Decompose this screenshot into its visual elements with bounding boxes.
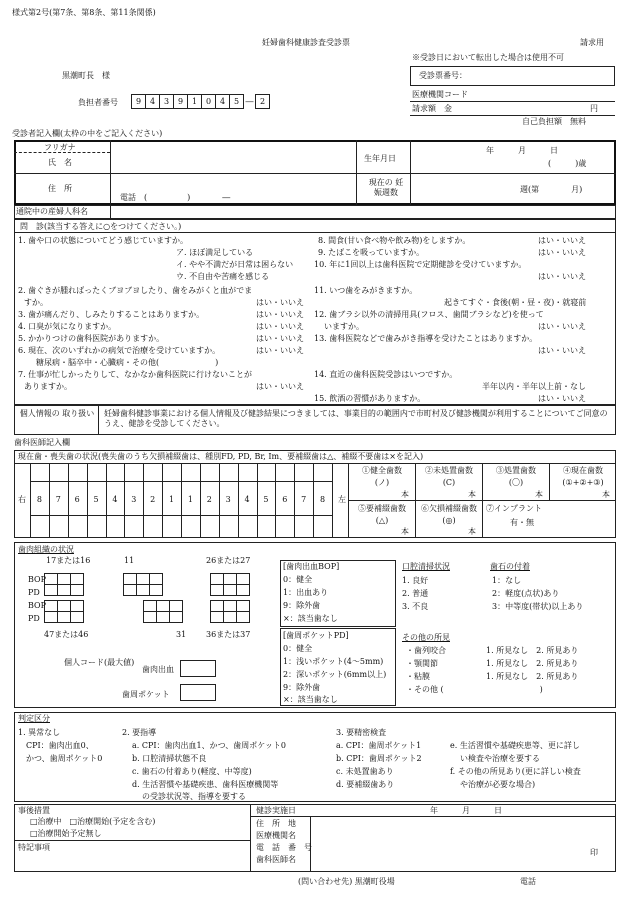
bop-legend-item: ×：該当歯なし xyxy=(283,614,338,623)
yesno-12[interactable]: はい・いいえ xyxy=(538,322,586,331)
question-13: 13. 歯科医院などで歯みがき指導を受けたことはありますか。 xyxy=(314,334,538,343)
cleaning-option[interactable]: 3. 不良 xyxy=(402,602,429,611)
pd-legend-item: 1：浅いポケット(4～5mm) xyxy=(283,657,384,666)
left-label: 左 xyxy=(338,495,346,504)
mucosa-label: ・粘膜 xyxy=(406,672,430,681)
ticket-label: 受診票番号： xyxy=(419,71,467,80)
healthy-teeth-symbol: (ノ) xyxy=(374,478,390,487)
digit: 2 xyxy=(255,94,270,109)
burden-number xyxy=(131,94,269,109)
gum-bleed-field[interactable] xyxy=(180,660,216,677)
pd-legend-title: [歯周ポケットPD] xyxy=(283,631,349,640)
question-11: 11. いつ歯をみがきますか。 xyxy=(314,286,418,295)
mucosa-answer[interactable]: 1. 所見なし 2. 所見あり xyxy=(486,672,579,681)
question-15: 15. 飲酒の習慣がありますか。 xyxy=(314,394,426,403)
tooth-number: 6 xyxy=(74,495,80,504)
yesno-8[interactable]: はい・いいえ xyxy=(538,236,586,245)
treated-teeth-count: ③処置歯数 xyxy=(496,466,536,475)
digit: 9 xyxy=(131,94,146,109)
clinic-code-label: 医療機関コード xyxy=(412,90,468,99)
tooth-number: 1 xyxy=(187,495,193,504)
age-field[interactable]: ( )歳 xyxy=(548,159,587,168)
birth-date-field[interactable]: 年 月 日 xyxy=(486,146,558,155)
tooth-number: 8 xyxy=(320,495,326,504)
tooth-26-27: 26または27 xyxy=(206,556,251,565)
dentist-name-label: 歯科医師名 xyxy=(256,855,296,864)
clinic-phone-label: 電 話 番 号 xyxy=(256,843,312,852)
exam-date-label: 健診実施日 xyxy=(256,806,296,815)
dentist-section-title: 歯科医師記入欄 xyxy=(14,438,70,447)
unit: 本 xyxy=(468,490,476,499)
question-6: 6. 現在、次のいずれかの病気で治療を受けていますか。 xyxy=(18,346,221,355)
burden-label: 負担者番号 xyxy=(78,98,118,107)
contact-info: (問い合わせ先) 黒潮町役場 xyxy=(298,877,395,886)
personal-code-label: 個人コード(最大値) xyxy=(64,658,135,667)
unit: 本 xyxy=(401,527,409,536)
judge-detailed-b[interactable]: b. CPI：歯周ポケット2 xyxy=(336,754,422,763)
answer-option[interactable]: ア. ほぼ満足している xyxy=(176,248,254,257)
question-4: 4. 口臭が気になりますか。 xyxy=(18,322,117,331)
weeks-field[interactable]: 週(第 月) xyxy=(520,185,583,194)
other-label[interactable]: ・その他 ( ) xyxy=(406,685,543,694)
yesno-15[interactable]: はい・いいえ xyxy=(538,394,586,403)
gum-grid-upper-center[interactable] xyxy=(123,573,163,596)
implant-yes-no[interactable]: 有・無 xyxy=(510,518,534,527)
unit: 本 xyxy=(602,490,610,499)
furigana-label: フリガナ xyxy=(44,143,76,152)
yesno-2[interactable]: はい・いいえ xyxy=(256,298,304,307)
cleaning-title: 口腔清掃状況 xyxy=(402,562,450,571)
judge-detailed-a[interactable]: a. CPI：歯周ポケット1 xyxy=(336,741,422,750)
digit: 3 xyxy=(159,94,174,109)
special-notes-label: 特記事項 xyxy=(18,843,50,852)
pd-legend-item: 0：健全 xyxy=(283,644,313,653)
question-7: 7. 仕事が忙しかったりして、なかなか歯科医院に行けないことが xyxy=(18,370,253,379)
bop-row: BOP xyxy=(28,601,46,610)
tooth-number: 4 xyxy=(244,495,250,504)
patient-section-title: 受診者記入欄(太枠の中をご記入ください) xyxy=(12,129,163,138)
prosthesis-needed-symbol: (△) xyxy=(375,516,389,525)
footer-box xyxy=(14,804,616,872)
gum-grid-upper-left[interactable] xyxy=(210,573,250,596)
tooth-number: 7 xyxy=(55,495,61,504)
birth-label: 生年月日 xyxy=(364,154,396,163)
pd-legend-item: ×：該当歯なし xyxy=(283,695,338,704)
yesno-4[interactable]: はい・いいえ xyxy=(256,322,304,331)
judge-normal[interactable]: 1. 異常なし xyxy=(18,728,61,737)
judge-guidance-a[interactable]: a. CPI：歯肉出血1、かつ、歯周ポケット0 xyxy=(132,741,286,750)
judge-guidance-d[interactable]: d. 生活習慣や基礎疾患、歯科医療機関等 xyxy=(132,780,279,789)
right-label: 右 xyxy=(18,495,26,504)
missing-prosthesis-symbol: (◎) xyxy=(442,516,456,525)
name-field[interactable] xyxy=(112,143,352,171)
tmj-label: ・顎関節 xyxy=(406,659,438,668)
present-teeth-count: ④現在歯数 xyxy=(563,466,603,475)
untreated-teeth-symbol: (C) xyxy=(442,478,456,487)
ticket-number-box[interactable] xyxy=(410,66,615,86)
form-title: 妊婦歯科健康診査受診票 xyxy=(262,38,350,47)
pocket-label: 歯周ポケット xyxy=(122,690,170,699)
unit: 本 xyxy=(401,490,409,499)
pd-legend-item: 2：深いポケット(6mm以上) xyxy=(283,670,387,679)
unit: 本 xyxy=(468,527,476,536)
bop-legend-item: 0：健全 xyxy=(283,575,313,584)
digit: 1 xyxy=(187,94,202,109)
tmj-answer[interactable]: 1. 所見なし 2. 所見あり xyxy=(486,659,579,668)
question-2: 2. 歯ぐきが腫ればったくブヨブヨしたり、歯をみがくと血がでま xyxy=(18,286,253,295)
judgement-title: 判定区分 xyxy=(18,714,50,723)
unit: 本 xyxy=(535,490,543,499)
bop-row: BOP xyxy=(28,575,46,584)
digit: ― xyxy=(245,97,254,106)
tooth-number: 7 xyxy=(301,495,307,504)
contact-phone-label: 電話 xyxy=(520,877,536,886)
occlusion-label: ・歯列咬合 xyxy=(406,646,446,655)
no-treatment-checkbox[interactable]: □治療開始予定無し xyxy=(30,829,102,838)
tooth-number: 6 xyxy=(282,495,288,504)
question-12-cont: いますか。 xyxy=(324,322,364,331)
judge-detailed-d[interactable]: d. 要補綴歯あり xyxy=(336,780,395,789)
judge-guidance[interactable]: 2. 要指導 xyxy=(122,728,157,737)
judge-guidance-c[interactable]: c. 歯石の付着あり(軽度、中等度) xyxy=(132,767,252,776)
privacy-label: 個人情報の 取り扱い xyxy=(19,409,95,418)
tooth-number: 4 xyxy=(112,495,118,504)
clinic-row xyxy=(14,205,616,219)
question-6-options[interactable]: 糖尿病・脳卒中・心臓病・その他( ) xyxy=(36,358,219,367)
yesno-3[interactable]: はい・いいえ xyxy=(256,310,304,319)
tooth-36-37: 36または37 xyxy=(206,630,251,639)
phone-field[interactable]: 電話 ( ) ― xyxy=(120,193,231,202)
treatment-checkbox[interactable]: □治療中 □治療開始(予定を含む) xyxy=(30,817,156,826)
tooth-number: 3 xyxy=(131,495,137,504)
question-8: 8. 間食(甘い食べ物や飲み物)をしますか。 xyxy=(318,236,471,245)
untreated-teeth-count: ②未処置歯数 xyxy=(425,466,473,475)
form-number: 様式第2号(第7条、第8条、第11条関係) xyxy=(12,8,156,17)
gum-title: 歯肉組織の状況 xyxy=(18,545,74,554)
digit: 5 xyxy=(229,94,244,109)
pd-row: PD xyxy=(28,588,40,597)
name-label: 氏 名 xyxy=(48,158,72,167)
gum-bleed-label: 歯肉出血 xyxy=(142,665,174,674)
digit: 0 xyxy=(201,94,216,109)
exam-date-field[interactable]: 年 月 日 xyxy=(430,806,502,815)
implant-label: ⑦インプラント xyxy=(486,504,542,513)
bop-legend-item: 1：出血あり xyxy=(283,588,329,597)
tooth-17-16: 17または16 xyxy=(46,556,91,565)
question-9: 9. たばこを吸っていますか。 xyxy=(318,248,425,257)
mayor-address: 黒潮町長 様 xyxy=(62,71,110,80)
clinic-label: 通院中の産婦人科名 xyxy=(16,207,88,216)
missing-prosthesis-count: ⑥欠損補綴歯数 xyxy=(421,504,477,513)
claim-label: 請求額 金 xyxy=(412,104,452,113)
judge-detailed-e-cont: い検査や治療を要する xyxy=(460,754,540,763)
present-teeth-formula: (①+②+③) xyxy=(562,478,604,487)
judge-guidance-b[interactable]: b. 口腔清掃状態不良 xyxy=(132,754,207,763)
request-label: 請求用 xyxy=(580,38,604,47)
yesno-9[interactable]: はい・いいえ xyxy=(538,248,586,257)
cleaning-option[interactable]: 1. 良好 xyxy=(402,576,429,585)
question-14-options[interactable]: 半年以内・半年以上前・なし xyxy=(482,382,586,391)
judge-detailed-e[interactable]: e. 生活習慣や基礎疾患等、更に詳し xyxy=(450,741,580,750)
tooth-11: 11 xyxy=(124,556,135,565)
gum-grid-lower-left[interactable] xyxy=(210,600,250,623)
bop-legend-item: 9：除外歯 xyxy=(283,601,321,610)
digit: 4 xyxy=(145,94,160,109)
question-11-options[interactable]: 起きてすぐ・食後(朝・昼・夜)・就寝前 xyxy=(444,298,587,307)
transfer-note: ※受診日において転出した場合は使用不可 xyxy=(412,53,564,62)
after-measure-title: 事後措置 xyxy=(18,806,50,815)
cleaning-option[interactable]: 2. 普通 xyxy=(402,589,429,598)
calculus-option[interactable]: 2：軽度(点状)あり xyxy=(492,589,560,598)
question-1: 1. 歯や口の状態についてどう感じていますか。 xyxy=(18,236,189,245)
privacy-text: 妊婦歯科健診事業における個人情報及び健診結果につきましては、事業目的の範囲内で市町村及び健診機関が利用することについてご同意のうえ、健診を受診してください。 xyxy=(104,409,608,428)
treated-teeth-symbol: (〇) xyxy=(508,478,524,487)
tooth-number: 3 xyxy=(225,495,231,504)
question-3: 3. 歯が痛んだり、しみたりすることはありますか。 xyxy=(18,310,205,319)
judge-normal-desc: かつ、歯周ポケット0 xyxy=(26,754,103,763)
weeks-label: 現在の 妊娠週数 xyxy=(368,178,404,197)
answer-option[interactable]: ウ. 不自由や苦痛を感じる xyxy=(176,272,270,281)
pd-legend-item: 9：除外歯 xyxy=(283,683,321,692)
occlusion-answer[interactable]: 1. 所見なし 2. 所見あり xyxy=(486,646,579,655)
question-5: 5. かかりつけの歯科医院がありますか。 xyxy=(18,334,165,343)
yesno-5[interactable]: はい・いいえ xyxy=(256,334,304,343)
calculus-title: 歯石の付着 xyxy=(490,562,530,571)
yesno-6[interactable]: はい・いいえ xyxy=(256,346,304,355)
questionnaire-intro: 問 診(該当する答えに○をつけてください。) xyxy=(20,222,182,231)
tooth-number: 5 xyxy=(263,495,269,504)
tooth-number: 2 xyxy=(150,495,156,504)
yesno-13[interactable]: はい・いいえ xyxy=(538,346,586,355)
digit: 4 xyxy=(215,94,230,109)
judge-detailed[interactable]: 3. 要精密検査 xyxy=(336,728,387,737)
judge-normal-desc: CPI：歯肉出血0、 xyxy=(26,741,94,750)
self-pay: 自己負担額 無料 xyxy=(522,117,586,126)
pd-row: PD xyxy=(28,614,40,623)
pocket-field[interactable] xyxy=(180,684,216,701)
question-14: 14. 直近の歯科医院受診はいつですか。 xyxy=(314,370,458,379)
judge-guidance-d-cont: の受診状況等、指導を要する xyxy=(142,792,246,801)
gum-grid-lower-right[interactable] xyxy=(44,600,84,623)
gum-grid-upper-right[interactable] xyxy=(44,573,84,596)
prosthesis-needed-count: ⑤要補綴歯数 xyxy=(358,504,406,513)
answer-option[interactable]: イ. やや不満だが日常は困らない xyxy=(176,260,294,269)
gum-grid-lower-center[interactable] xyxy=(143,600,183,623)
judge-detailed-f[interactable]: f. その他の所見あり(更に詳しい検査 xyxy=(450,767,581,776)
yen: 円 xyxy=(590,104,598,113)
judge-detailed-f-cont: や治療が必要な場合) xyxy=(460,780,536,789)
question-10: 10. 年に1回以上は歯科医院で定期健診を受けていますか。 xyxy=(314,260,527,269)
seal-mark: 印 xyxy=(590,848,598,857)
question-12: 12. 歯ブラシ以外の清掃用具(フロス、歯間ブラシなど)を使って xyxy=(314,310,544,319)
question-2-cont: すか。 xyxy=(24,298,48,307)
tooth-number: 1 xyxy=(169,495,175,504)
calculus-option[interactable]: 3：中等度(帯状)以上あり xyxy=(492,602,584,611)
question-7-cont: ありますか。 xyxy=(24,382,72,391)
tooth-number: 5 xyxy=(93,495,99,504)
yesno-7[interactable]: はい・いいえ xyxy=(256,382,304,391)
digit: 9 xyxy=(173,94,188,109)
tooth-number: 8 xyxy=(36,495,42,504)
tooth-31: 31 xyxy=(176,630,187,639)
tooth-number: 2 xyxy=(206,495,212,504)
healthy-teeth-count: ①健全歯数 xyxy=(362,466,402,475)
address-label: 住 所 xyxy=(48,184,72,193)
clinic-address-label: 住 所 地 xyxy=(256,819,296,828)
other-findings-title: その他の所見 xyxy=(402,633,450,642)
tooth-47-46: 47または46 xyxy=(44,630,89,639)
clinic-name-label: 医療機関名 xyxy=(256,831,296,840)
calculus-option[interactable]: 1：なし xyxy=(492,576,522,585)
yesno-10[interactable]: はい・いいえ xyxy=(538,272,586,281)
teeth-status-note: 現在歯・喪失歯の状況(喪失歯のうち欠損補綴歯は、種別FD, PD, Br, Im、要補綴歯は△、補綴不要歯は×を記入) xyxy=(18,452,424,461)
bop-legend-title: [歯肉出血BOP] xyxy=(283,562,340,571)
judge-detailed-c[interactable]: c. 未処置歯あり xyxy=(336,767,394,776)
